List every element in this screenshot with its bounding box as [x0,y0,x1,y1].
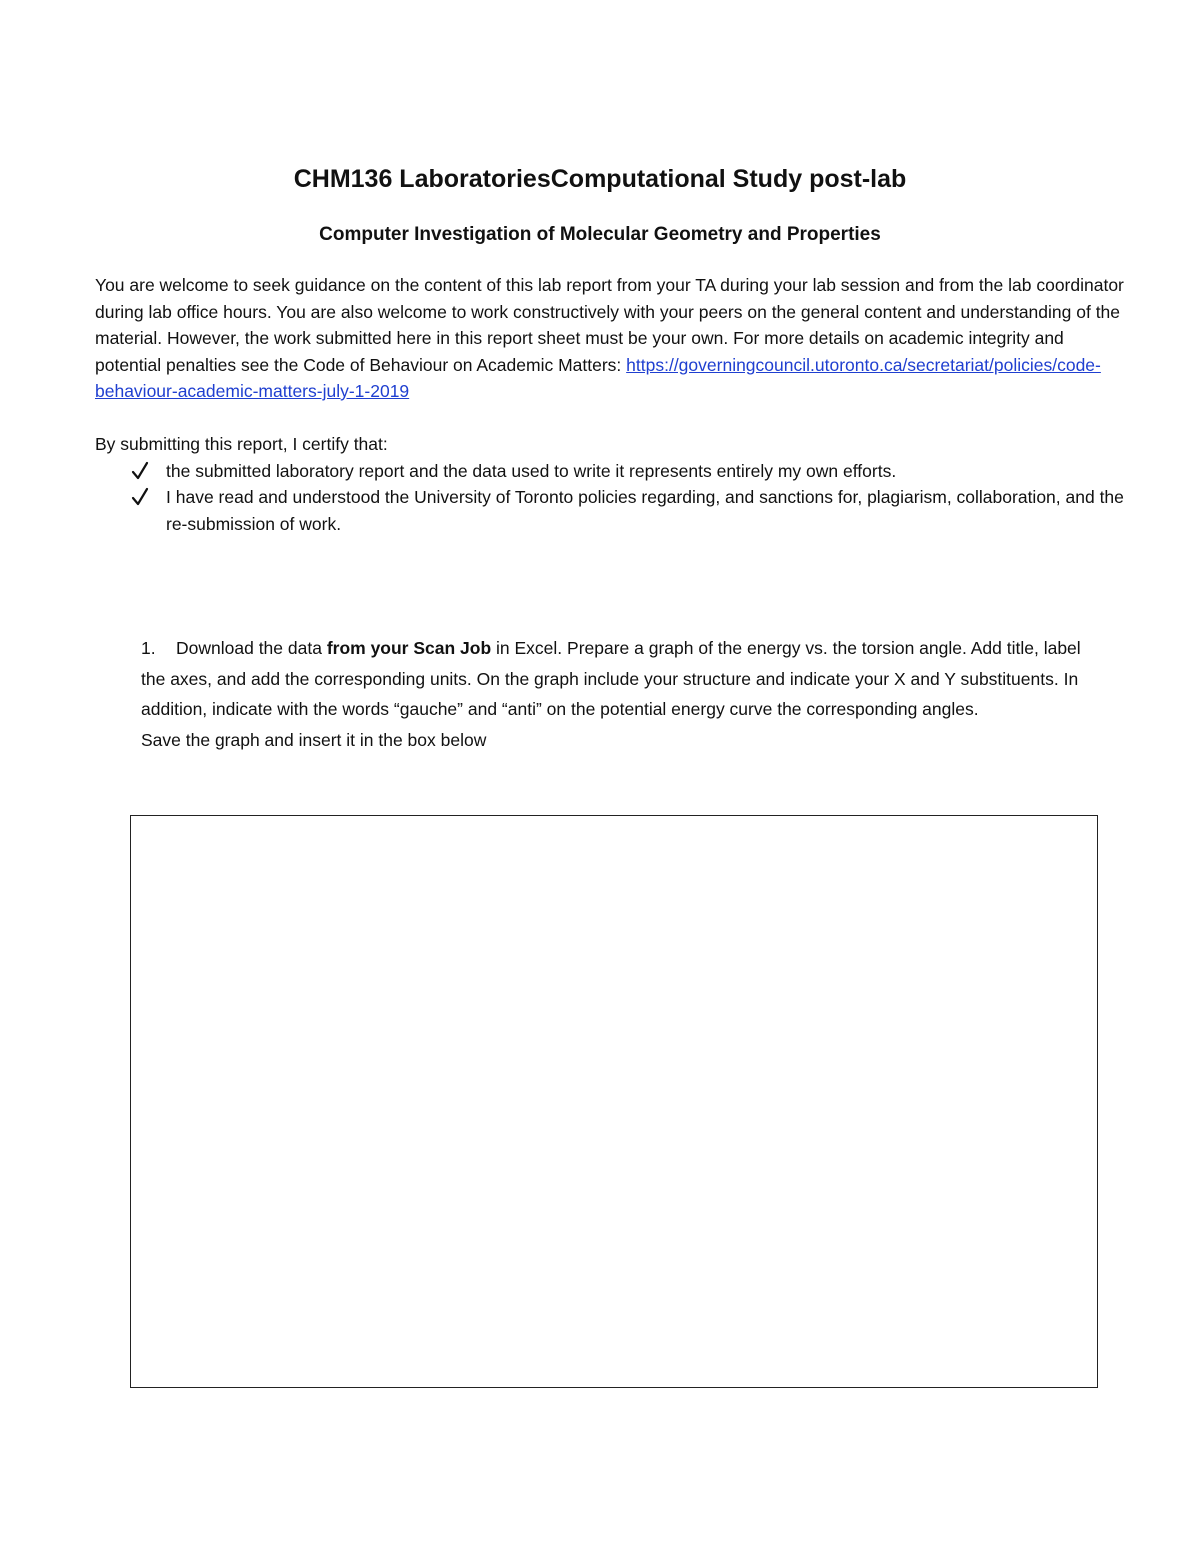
intro-text [95,272,1125,405]
intro-body: You are welcome to seek guidance on the content of this lab report from your TA during your lab session and from the lab coordinator during lab office hours. You are also welcome to work constructively with your peers on the general content and understanding of the material. However, the work submitted here in this report sheet must be your own. For more details on academic integrity and potential penalties see the Code of Behaviour on Academic Matters: [95,275,1124,375]
graph-answer-box[interactable] [130,815,1098,1388]
certification-item-text: the submitted laboratory report and the data used to write it represents entirely my own efforts. [166,460,897,481]
page-title: CHM136 LaboratoriesComputational Study post-lab [293,165,907,193]
certification-item-text: I have read and understood the University of Toronto policies regarding, and sanctions for, plagiarism, collaboration, and the re-submission of work. [166,487,1124,534]
page-subtitle: Computer Investigation of Molecular Geometry and Properties [319,224,881,245]
question-1-text [141,633,1101,725]
intro-paragraph [95,272,1125,405]
question-number: 1. [141,638,156,658]
list-item [95,458,1125,485]
question-text-pre: Download the data [176,638,327,658]
policy-link[interactable]: https://governingcouncil.utoronto.ca/secretariat/policies/code-behaviour-academic-matters-july-1-2019 [95,354,1101,401]
question-1 [141,633,1101,755]
certification-lead: By submitting this report, I certify that: [95,434,388,454]
certification-list [95,458,1125,538]
list-item [95,484,1125,537]
checkmark-icon [131,484,149,510]
question-text-bold: from your Scan Job [326,638,492,658]
checkmark-icon [131,458,149,484]
question-text-post: in Excel. Prepare a graph of the energy vs. the torsion angle. Add title, label the axes, and add the corresponding units. On the graph include your structure and indicate your X and Y substituents. In addition, indicate with the words “gauche” and “anti” on the potential energy curve the corresponding angles. [141,638,1081,719]
certification-section [95,431,1125,537]
question-instruction: Save the graph and insert it in the box below [141,729,487,750]
